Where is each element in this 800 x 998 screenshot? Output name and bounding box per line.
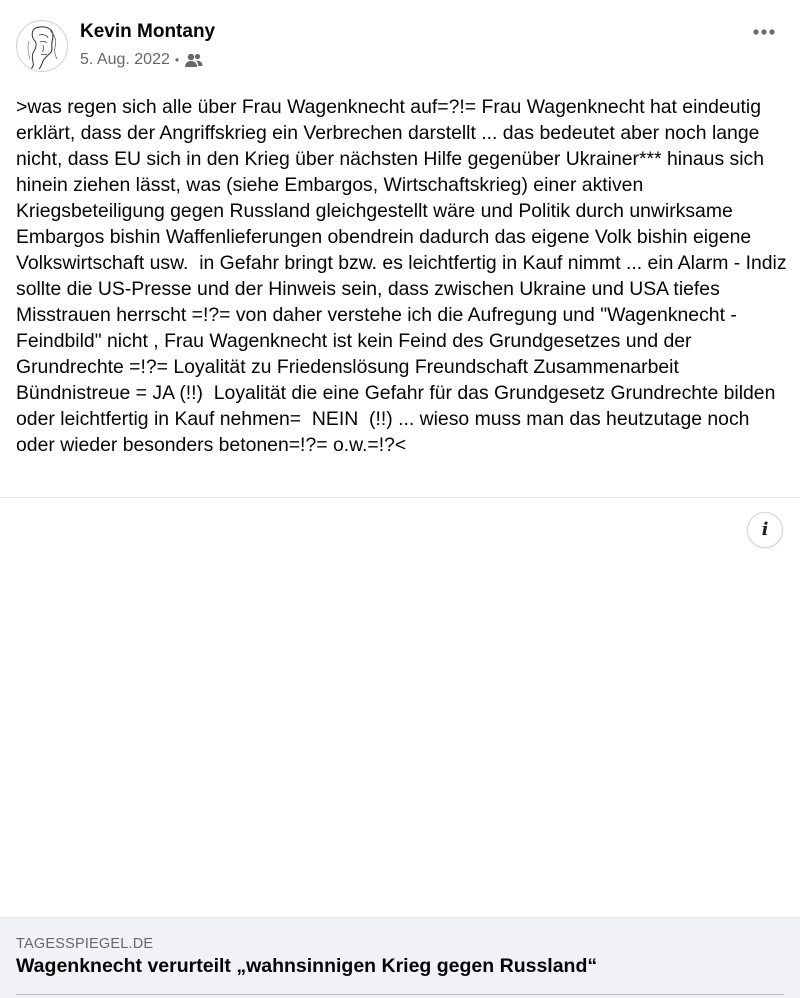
- link-preview-card[interactable]: [0, 917, 800, 998]
- link-title[interactable]: Wagenknecht verurteilt „wahnsinnigen Krieg gegen Russland“: [16, 955, 598, 977]
- friends-icon: [184, 52, 204, 68]
- link-preview-image[interactable]: [0, 498, 800, 917]
- author-name[interactable]: Kevin Montany: [80, 21, 216, 42]
- avatar-sketch-icon: [17, 21, 67, 71]
- info-button[interactable]: [747, 512, 783, 548]
- post-date[interactable]: 5. Aug. 2022: [80, 51, 170, 68]
- post-text: >was regen sich alle über Frau Wagenknecht auf=?!= Frau Wagenknecht hat eindeutig erklärt, dass der Angriffskrieg ein Verbrechen darstellt ... das bedeutet aber noch lange nicht, dass EU sich in den Krieg über nächsten Hilfe gegenüber Ukrainer*** hinaus sich hinein ziehen lässt, was (siehe Embargos, Wirtschaftskrieg) einer aktiven Kriegsbeteiligung gegen Russland gleichgestellt wäre und Politik durch unwirksame Embargos bishin Waffenlieferungen obendrein dadurch das eigene Volk bishin eigene Volkswirtschaft usw. in Gefahr bringt bzw. es leichtfertig in Kauf nimmt ... ein Alarm - Indiz sollte die US-Presse und der Hinweis sein, dass zwischen Ukraine und USA tiefes Misstrauen herrscht =!?= von daher verstehe ich die Aufregung und "Wagenknecht - Feindbild" nicht , Frau Wagenknecht ist kein Feind des Grundgesetzes und der Grundrechte =!?= Loyalität zu Friedenslösung Freundschaft Zusammenarbeit Bündnistreue = JA (!!) Loyalität die eine Gefahr für das Grundgesetz Grundrechte bilden oder leichtfertig in Kauf nehmen= NEIN (!!) ... wieso muss man das heutzutage noch oder wieder besonders betonen=!?= o.w.=!?<: [16, 96, 792, 456]
- meta-separator: •: [174, 53, 180, 67]
- info-icon: i: [761, 519, 769, 540]
- more-options-button[interactable]: [744, 16, 784, 48]
- post-meta: [80, 50, 204, 70]
- link-domain: TAGESSPIEGEL.DE: [16, 936, 154, 952]
- avatar[interactable]: [16, 20, 68, 72]
- post-header: [0, 0, 800, 90]
- more-horizontal-icon: [752, 28, 776, 36]
- card-divider: [16, 994, 784, 995]
